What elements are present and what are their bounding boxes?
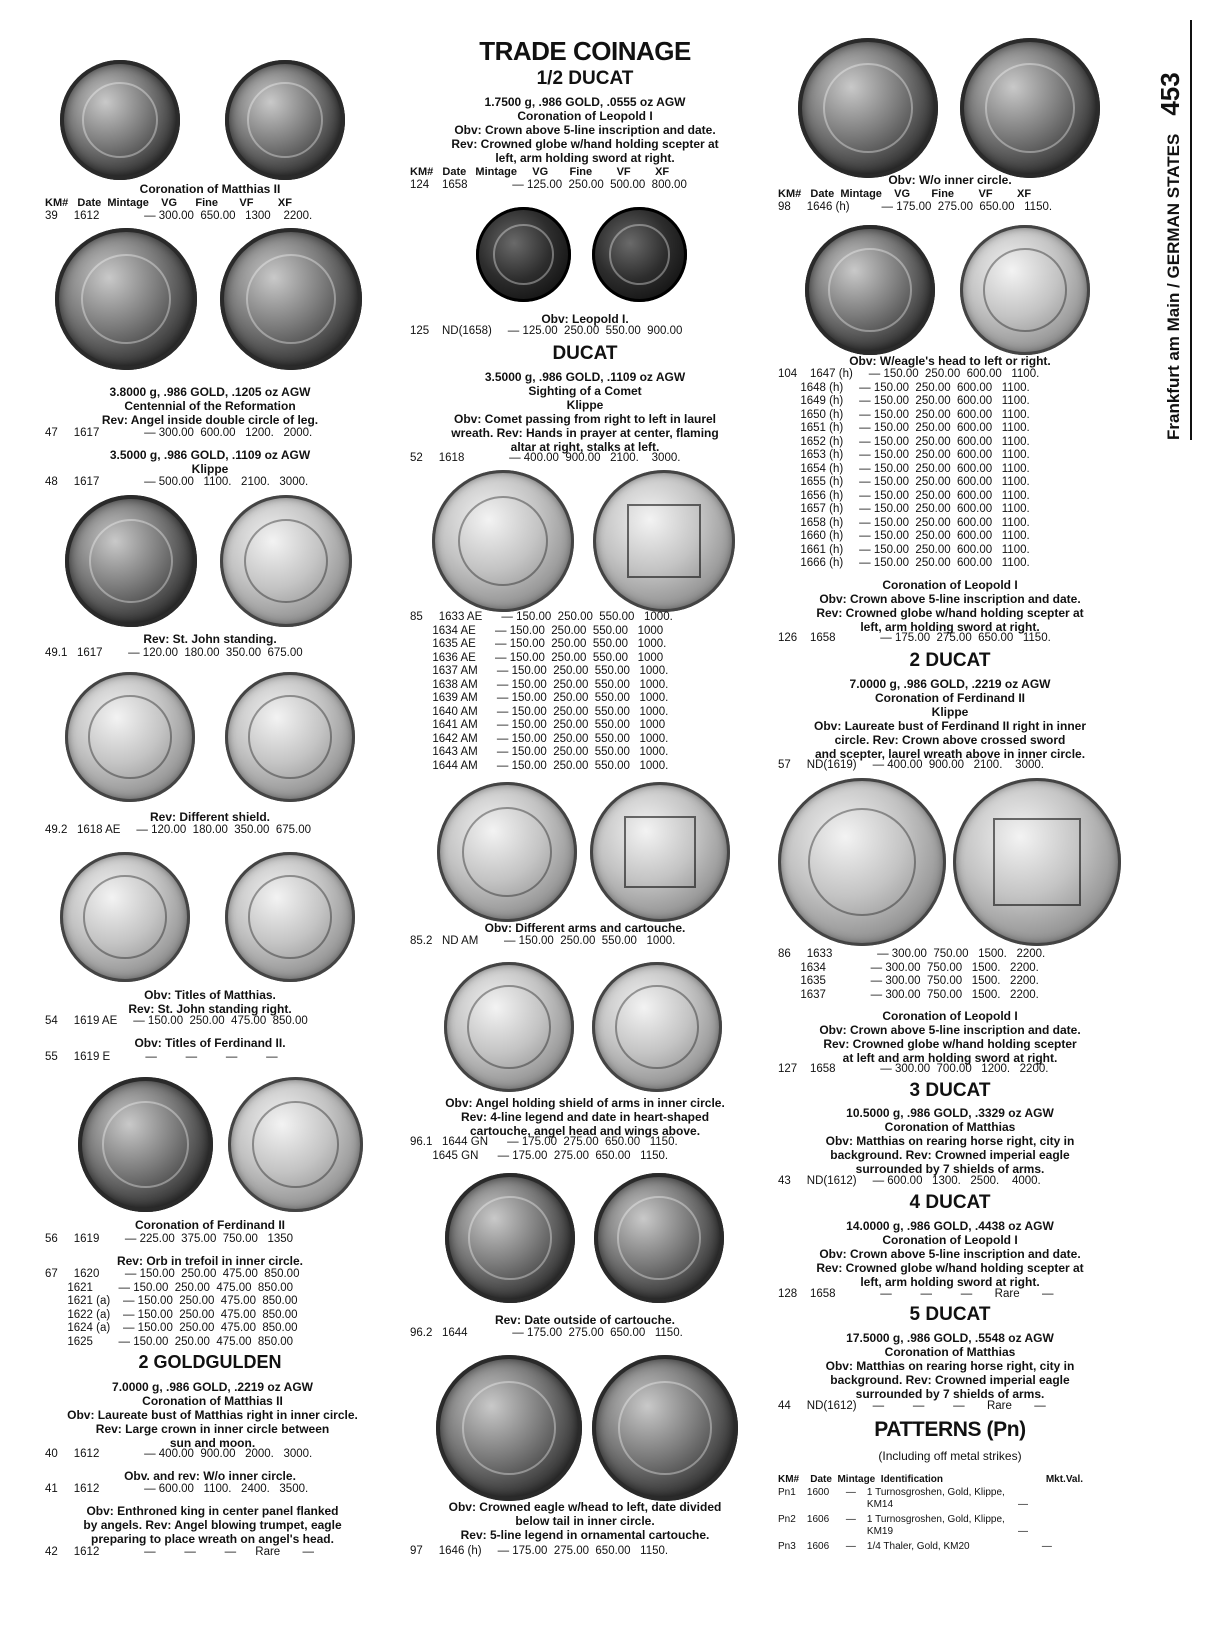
patterns-row-pn2: Pn2 1606 — 1 Turnosgroshen, Gold, Klippe, KM19 — bbox=[778, 1514, 1029, 1537]
coin-image-km39-obverse bbox=[60, 60, 180, 180]
table-row: 98 1646 (h) — 175.00 275.00 650.00 1150. bbox=[778, 201, 1053, 213]
coin-image-km104-reverse bbox=[960, 225, 1090, 355]
caption-km67: Rev: Orb in trefoil in inner circle. bbox=[116, 1254, 304, 1268]
caption-km39: Coronation of Matthias II bbox=[139, 182, 281, 196]
side-banner bbox=[1150, 20, 1192, 440]
caption-km49-2: Rev: Different shield. bbox=[149, 810, 271, 824]
description-km97: Obv: Crowned eagle w/head to left, date divided below tail in inner circle. Rev: 5-line legend in ornamental cartouche. bbox=[448, 1500, 722, 1542]
coin-image-km104-obverse bbox=[805, 225, 935, 355]
coin-image-km56-reverse bbox=[228, 1077, 363, 1212]
side-banner-label: Frankfurt am Main / GERMAN STATES bbox=[1164, 133, 1183, 440]
caption-km98: Obv: W/o inner circle. bbox=[888, 173, 1012, 187]
coin-image-km85-reverse bbox=[593, 470, 735, 612]
patterns-subtitle: (Including off metal strikes) bbox=[878, 1449, 1022, 1463]
page-number: 453 bbox=[1155, 72, 1185, 116]
caption-km96-2: Rev: Date outside of cartouche. bbox=[494, 1313, 676, 1327]
caption-km125: Obv: Leopold I. bbox=[541, 312, 629, 326]
table-row: 43 ND(1612) — 600.00 1300. 2500. 4000. bbox=[778, 1175, 1041, 1187]
section-title-ducat: DUCAT bbox=[552, 343, 618, 364]
coin-image-km86-reverse bbox=[953, 778, 1121, 946]
description-km96-1: Obv: Angel holding shield of arms in inner circle. Rev: 4-line legend and date in heart-shaped cartouche, angel head and wings above. bbox=[445, 1096, 725, 1138]
description-km44: 17.5000 g, .986 GOLD, .5548 oz AGW Coronation of Matthias Obv: Matthias on rearing horse right, city in background. Rev: Crowned imperial eagle surrounded by 7 shields of arms. bbox=[825, 1331, 1075, 1401]
table-header: KM# Date Mintage VG Fine VF XF bbox=[410, 166, 670, 178]
table-row: 96.2 1644 — 175.00 275.00 650.00 1150. bbox=[410, 1327, 683, 1339]
description-km48: 3.5000 g, .986 GOLD, .1109 oz AGW Klippe bbox=[109, 448, 311, 476]
description-km40: 7.0000 g, .986 GOLD, .2219 oz AGW Coronation of Matthias II Obv: Laureate bust of Matthias right in inner circle. Rev: Large crown in inner circle between sun and moon. bbox=[67, 1380, 358, 1450]
description-km124: 1.7500 g, .986 GOLD, .0555 oz AGW Coronation of Leopold I Obv: Crown above 5-line inscription and date. Rev: Crowned globe w/hand holding scepter at left, arm holding sword at right. bbox=[451, 95, 719, 165]
table-row: 44 ND(1612) — — — Rare — bbox=[778, 1400, 1046, 1412]
table-row: 128 1658 — — — Rare — bbox=[778, 1288, 1054, 1300]
table-row: 41 1612 — 600.00 1100. 2400. 3500. bbox=[45, 1483, 309, 1495]
description-km57: 7.0000 g, .986 GOLD, .2219 oz AGW Coronation of Ferdinand II Klippe Obv: Laureate bust of Ferdinand II right in inner circle. Rev: Crown above crossed sword and scepter, laurel wreath above in inner circle. bbox=[813, 677, 1086, 761]
coin-image-km54-obverse bbox=[60, 852, 190, 982]
coin-image-km96-2-obverse bbox=[445, 1173, 575, 1303]
table-row: 49.2 1618 AE — 120.00 180.00 350.00 675.00 bbox=[45, 824, 311, 836]
coin-image-km96-1-reverse bbox=[592, 962, 722, 1092]
coin-image-km47-reverse bbox=[220, 228, 362, 370]
description-km52: 3.5000 g, .986 GOLD, .1109 oz AGW Sighting of a Comet Klippe Obv: Comet passing from right to left in laurel wreath. Rev: Hands in prayer at center, flaming altar at right, stalks at left. bbox=[451, 370, 719, 454]
caption-km104: Obv: W/eagle's head to left or right. bbox=[849, 354, 1051, 368]
table-row: 85.2 ND AM — 150.00 250.00 550.00 1000. bbox=[410, 935, 676, 947]
table-row: 57 ND(1619) — 400.00 900.00 2100. 3000. bbox=[778, 759, 1044, 771]
table-row: 127 1658 — 300.00 700.00 1200. 2200. bbox=[778, 1063, 1049, 1075]
table-row: 42 1612 — — — Rare — bbox=[45, 1546, 315, 1558]
page-title: TRADE COINAGE bbox=[479, 36, 691, 66]
table-row: 56 1619 — 225.00 375.00 750.00 1350 bbox=[45, 1233, 294, 1245]
coin-image-km47-obverse bbox=[55, 228, 197, 370]
caption-km41: Obv. and rev: W/o inner circle. bbox=[124, 1469, 296, 1483]
caption-km85-2: Obv: Different arms and cartouche. bbox=[484, 921, 686, 935]
coin-image-km49-2-reverse bbox=[225, 672, 355, 802]
coin-image-km96-2-reverse bbox=[594, 1173, 724, 1303]
caption-km56: Coronation of Ferdinand II bbox=[135, 1218, 285, 1232]
caption-km55: Obv: Titles of Ferdinand II. bbox=[134, 1036, 286, 1050]
coin-image-km97-reverse bbox=[592, 1355, 738, 1501]
coin-image-km85-2-reverse bbox=[590, 782, 730, 922]
table-row: 39 1612 — 300.00 650.00 1300 2200. bbox=[45, 210, 313, 222]
section-title-3-ducat: 3 DUCAT bbox=[909, 1080, 991, 1101]
coin-image-km125-reverse bbox=[592, 207, 687, 302]
table-rows-km67: 67 1620 — 150.00 250.00 475.00 850.00 1621 — 150.00 250.00 475.00 850.00 1621 (a) — 150.00 250.00 475.00 850.00 1622 (a) — 150.00 250.00 475.00 850.00 1624 (a) — 150.00 250.00 475.00 850.00 1625 — 150.00 250.00 475.00 850.00 bbox=[45, 1268, 300, 1348]
coin-image-km98-reverse bbox=[960, 38, 1100, 178]
coin-image-km96-1-obverse bbox=[444, 962, 574, 1092]
section-title-2-ducat: 2 DUCAT bbox=[909, 650, 991, 671]
coin-image-km125-obverse bbox=[476, 207, 571, 302]
section-title-2-goldgulden: 2 GOLDGULDEN bbox=[138, 1352, 282, 1372]
coin-image-km39-reverse bbox=[225, 60, 345, 180]
coin-image-km97-obverse bbox=[436, 1355, 582, 1501]
table-row: 125 ND(1658) — 125.00 250.00 550.00 900.00 bbox=[410, 325, 683, 337]
section-title-half-ducat: 1/2 DUCAT bbox=[536, 68, 634, 89]
coin-image-km49-2-obverse bbox=[65, 672, 195, 802]
table-header: KM# Date Mintage VG Fine VF XF bbox=[45, 197, 292, 209]
coin-image-km86-obverse bbox=[778, 778, 946, 946]
table-row: 97 1646 (h) — 175.00 275.00 650.00 1150. bbox=[410, 1545, 669, 1557]
table-rows-km96-1: 96.1 1644 GN — 175.00 275.00 650.00 1150. 1645 GN — 175.00 275.00 650.00 1150. bbox=[410, 1136, 678, 1162]
description-km42: Obv: Enthroned king in center panel flanked by angels. Rev: Angel blowing trumpet, eagle preparing to place wreath on angel's head. bbox=[83, 1504, 342, 1546]
coin-image-km85-2-obverse bbox=[437, 782, 577, 922]
section-title-patterns: PATTERNS (Pn) bbox=[874, 1418, 1026, 1441]
table-row: 47 1617 — 300.00 600.00 1200. 2000. bbox=[45, 427, 313, 439]
coin-image-km98-obverse bbox=[798, 38, 938, 178]
patterns-row-pn1: Pn1 1600 — 1 Turnosgroshen, Gold, Klippe, KM14 — bbox=[778, 1487, 1029, 1510]
coin-image-km85-obverse bbox=[432, 470, 574, 612]
table-row: 55 1619 E — — — — bbox=[45, 1051, 278, 1063]
section-title-5-ducat: 5 DUCAT bbox=[909, 1304, 991, 1325]
patterns-table-header: KM# Date Mintage Identification Mkt.Val. bbox=[778, 1474, 1084, 1485]
description-km127: Coronation of Leopold I Obv: Crown above 5-line inscription and date. Rev: Crowned globe w/hand holding scepter at left and arm holding sword at right. bbox=[819, 1009, 1081, 1065]
table-row: 40 1612 — 400.00 900.00 2000. 3000. bbox=[45, 1448, 313, 1460]
patterns-row-pn3: Pn3 1606 — 1/4 Thaler, Gold, KM20 — bbox=[778, 1541, 1052, 1552]
table-rows-km85: 85 1633 AE — 150.00 250.00 550.00 1000. 1634 AE — 150.00 250.00 550.00 1000 1635 AE — 150.00 250.00 550.00 1000. 1636 AE — 150.00 250.00 550.00 1000 1637 AM — 150.00 250.00 550.00 1000. 1638 AM — 150.00 250.00 550.00 1000. 1639 AM — 150.00 250.00 550.00 1000. 1640 AM — 150.00 250.00 550.00 1000. 1641 AM — 150.00 250.00 550.00 1000 1642 AM — 150.00 250.00 550.00 1000. 1643 AM — 150.00 250.00 550.00 1000. 1644 AM — 150.00 250.00 550.00 1000. bbox=[410, 611, 673, 772]
table-row: 126 1658 — 175.00 275.00 650.00 1150. bbox=[778, 632, 1051, 644]
description-km47: 3.8000 g, .986 GOLD, .1205 oz AGW Centennial of the Reformation Rev: Angel inside double circle of leg. bbox=[101, 385, 319, 427]
coin-image-km49-1-obverse bbox=[65, 495, 197, 627]
coin-image-km54-reverse bbox=[225, 852, 355, 982]
table-row: 49.1 1617 — 120.00 180.00 350.00 675.00 bbox=[45, 647, 303, 659]
coin-image-km49-1-reverse bbox=[220, 495, 352, 627]
table-row: 48 1617 — 500.00 1100. 2100. 3000. bbox=[45, 476, 309, 488]
section-title-4-ducat: 4 DUCAT bbox=[909, 1192, 991, 1213]
description-km128: 14.0000 g, .986 GOLD, .4438 oz AGW Coronation of Leopold I Obv: Crown above 5-line inscription and date. Rev: Crowned globe w/hand holding scepter at left, arm holding sword at right. bbox=[816, 1219, 1084, 1289]
table-row: 54 1619 AE — 150.00 250.00 475.00 850.00 bbox=[45, 1015, 308, 1027]
table-rows-km104: 104 1647 (h) — 150.00 250.00 600.00 1100. 1648 (h) — 150.00 250.00 600.00 1100. 1649 (h) — 150.00 250.00 600.00 1100. 1650 (h) — 150.00 250.00 600.00 1100. 1651 (h) — 150.00 250.00 600.00 1100. 1652 (h) — 150.00 250.00 600.00 1100. 1653 (h) — 150.00 250.00 600.00 1100. 1654 (h) — 150.00 250.00 600.00 1100. 1655 (h) — 150.00 250.00 600.00 1100. 1656 (h) — 150.00 250.00 600.00 1100. 1657 (h) — 150.00 250.00 600.00 1100. 1658 (h) — 150.00 250.00 600.00 1100. 1660 (h) — 150.00 250.00 600.00 1100. 1661 (h) — 150.00 250.00 600.00 1100. 1666 (h) — 150.00 250.00 600.00 1100. bbox=[778, 368, 1040, 569]
caption-km49-1: Rev: St. John standing. bbox=[143, 632, 277, 646]
description-km43: 10.5000 g, .986 GOLD, .3329 oz AGW Coronation of Matthias Obv: Matthias on rearing horse right, city in background. Rev: Crowned imperial eagle surrounded by 7 shields of arms. bbox=[825, 1106, 1075, 1176]
table-rows-km86: 86 1633 — 300.00 750.00 1500. 2200. 1634 — 300.00 750.00 1500. 2200. 1635 — 300.00 750.00 1500. 2200. 1637 — 300.00 750.00 1500. 2200. bbox=[778, 948, 1046, 1001]
coin-image-km56-obverse bbox=[78, 1077, 213, 1212]
description-km126: Coronation of Leopold I Obv: Crown above 5-line inscription and date. Rev: Crowned globe w/hand holding scepter at left, arm holding sword at right. bbox=[816, 578, 1084, 634]
caption-km54: Obv: Titles of Matthias. Rev: St. John standing right. bbox=[128, 988, 292, 1016]
table-row: 52 1618 — 400.00 900.00 2100. 3000. bbox=[410, 452, 681, 464]
table-header: KM# Date Mintage VG Fine VF XF bbox=[778, 188, 1032, 200]
table-row: 124 1658 — 125.00 250.00 500.00 800.00 bbox=[410, 179, 687, 191]
